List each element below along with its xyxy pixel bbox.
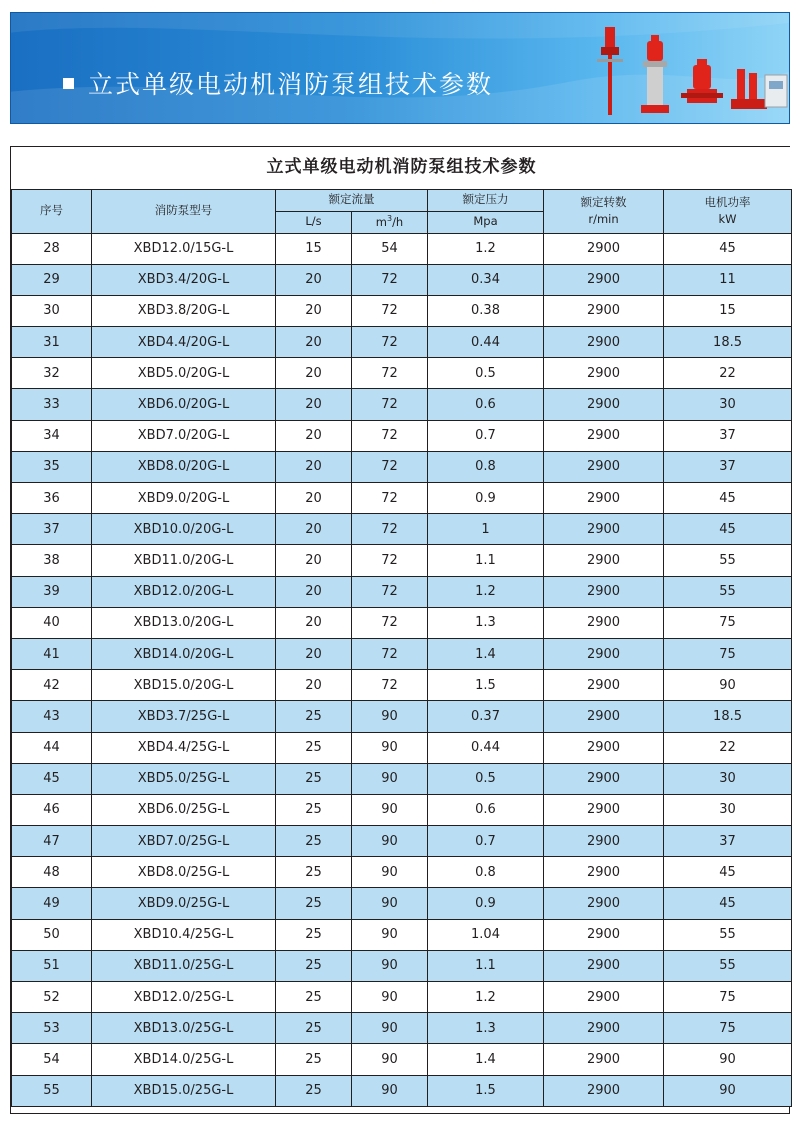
cell-pressure: 0.34 [428,264,544,295]
header-power [664,189,792,233]
cell-power: 30 [664,763,792,794]
cell-pressure: 0.7 [428,420,544,451]
cell-flow-m3h: 90 [352,794,428,825]
cell-flow-ls: 20 [276,670,352,701]
cell-speed: 2900 [544,1075,664,1106]
cell-power: 30 [664,389,792,420]
cell-power: 90 [664,1075,792,1106]
table-row [12,233,792,264]
cell-model: XBD13.0/25G-L [92,1013,276,1044]
cell-index: 30 [12,295,92,326]
cell-flow-ls: 20 [276,389,352,420]
cell-pressure: 1.4 [428,638,544,669]
cell-index: 31 [12,327,92,358]
cell-model: XBD7.0/25G-L [92,826,276,857]
pump-product-image [571,19,790,123]
cell-index: 37 [12,514,92,545]
header-model: 消防泵型号 [92,189,276,233]
cell-index: 39 [12,576,92,607]
table-row [12,763,792,794]
cell-speed: 2900 [544,420,664,451]
cell-index: 55 [12,1075,92,1106]
cell-speed: 2900 [544,576,664,607]
cell-index: 36 [12,483,92,514]
cell-speed: 2900 [544,607,664,638]
cell-flow-m3h: 72 [352,670,428,701]
cell-flow-ls: 25 [276,888,352,919]
table-row [12,638,792,669]
table-row [12,607,792,638]
cell-pressure: 1.1 [428,545,544,576]
cell-pressure: 0.5 [428,358,544,389]
cell-pressure: 0.5 [428,763,544,794]
table-row [12,514,792,545]
cell-index: 34 [12,420,92,451]
cell-power: 22 [664,358,792,389]
table-row [12,1044,792,1075]
cell-power: 37 [664,420,792,451]
cell-pressure: 0.37 [428,701,544,732]
cell-power: 45 [664,233,792,264]
cell-flow-ls: 20 [276,545,352,576]
cell-speed: 2900 [544,233,664,264]
cell-flow-m3h: 90 [352,919,428,950]
cell-flow-m3h: 72 [352,514,428,545]
cell-speed: 2900 [544,919,664,950]
cell-power: 75 [664,982,792,1013]
cell-index: 42 [12,670,92,701]
cell-flow-ls: 25 [276,794,352,825]
cell-model: XBD4.4/25G-L [92,732,276,763]
cell-power: 22 [664,732,792,763]
cell-speed: 2900 [544,295,664,326]
cell-speed: 2900 [544,1044,664,1075]
cell-index: 41 [12,638,92,669]
cell-model: XBD3.8/20G-L [92,295,276,326]
cell-model: XBD5.0/25G-L [92,763,276,794]
cell-flow-ls: 25 [276,732,352,763]
header-flow: 额定流量 [276,189,428,211]
table-row [12,950,792,981]
table-row [12,545,792,576]
header-index: 序号 [12,189,92,233]
table-row [12,358,792,389]
cell-flow-m3h: 90 [352,1013,428,1044]
cell-model: XBD13.0/20G-L [92,607,276,638]
cell-flow-m3h: 90 [352,732,428,763]
cell-flow-ls: 25 [276,982,352,1013]
inline-pump-icon [681,59,723,103]
cell-speed: 2900 [544,1013,664,1044]
cell-flow-m3h: 90 [352,763,428,794]
table-row [12,982,792,1013]
spec-table [11,147,792,1107]
cell-speed: 2900 [544,701,664,732]
cell-flow-m3h: 90 [352,826,428,857]
cell-flow-ls: 25 [276,1013,352,1044]
cell-power: 45 [664,514,792,545]
cell-flow-ls: 20 [276,295,352,326]
cell-index: 49 [12,888,92,919]
header-speed-unit: r/min [588,211,619,226]
cell-speed: 2900 [544,670,664,701]
cell-speed: 2900 [544,483,664,514]
cell-flow-m3h: 72 [352,576,428,607]
table-row [12,327,792,358]
cell-flow-ls: 20 [276,514,352,545]
cell-model: XBD3.7/25G-L [92,701,276,732]
cell-speed: 2900 [544,857,664,888]
cell-index: 54 [12,1044,92,1075]
spec-table-body [12,233,792,1106]
header-power-unit: kW [718,211,737,226]
cell-model: XBD4.4/20G-L [92,327,276,358]
cell-speed: 2900 [544,732,664,763]
cell-power: 75 [664,607,792,638]
cell-speed: 2900 [544,826,664,857]
cell-power: 90 [664,670,792,701]
cell-flow-ls: 20 [276,483,352,514]
cell-flow-m3h: 90 [352,857,428,888]
cell-flow-m3h: 90 [352,950,428,981]
cell-power: 75 [664,638,792,669]
cell-flow-ls: 20 [276,638,352,669]
cell-pressure: 1.5 [428,670,544,701]
banner-title [63,65,493,101]
cell-flow-ls: 25 [276,701,352,732]
spec-table-container [10,146,790,1114]
cell-speed: 2900 [544,514,664,545]
cell-model: XBD14.0/20G-L [92,638,276,669]
cell-speed: 2900 [544,389,664,420]
cell-index: 43 [12,701,92,732]
table-row [12,857,792,888]
header-speed-label: 额定转数 [580,195,627,209]
cell-pressure: 1.4 [428,1044,544,1075]
cell-pressure: 0.8 [428,857,544,888]
table-row [12,483,792,514]
cell-power: 55 [664,576,792,607]
vertical-pump-icon [597,27,623,115]
cell-power: 15 [664,295,792,326]
cell-flow-ls: 25 [276,1044,352,1075]
cell-power: 18.5 [664,327,792,358]
cell-pressure: 1.04 [428,919,544,950]
cell-pressure: 1.2 [428,233,544,264]
cell-flow-m3h: 72 [352,483,428,514]
table-row [12,701,792,732]
header-banner [10,12,790,124]
cell-flow-m3h: 72 [352,295,428,326]
cell-pressure: 0.38 [428,295,544,326]
cell-flow-m3h: 72 [352,638,428,669]
cell-index: 48 [12,857,92,888]
cell-flow-m3h: 72 [352,545,428,576]
cell-model: XBD11.0/25G-L [92,950,276,981]
cell-index: 52 [12,982,92,1013]
cell-pressure: 0.8 [428,451,544,482]
cell-speed: 2900 [544,982,664,1013]
cell-flow-m3h: 72 [352,327,428,358]
cell-pressure: 1.5 [428,1075,544,1106]
cell-model: XBD9.0/25G-L [92,888,276,919]
cell-power: 55 [664,545,792,576]
multistage-pump-icon [641,35,669,113]
cell-flow-m3h: 72 [352,451,428,482]
table-row [12,389,792,420]
table-row [12,919,792,950]
cell-pressure: 0.6 [428,389,544,420]
cell-model: XBD8.0/20G-L [92,451,276,482]
cell-flow-m3h: 72 [352,420,428,451]
table-row [12,794,792,825]
cell-speed: 2900 [544,638,664,669]
table-row [12,295,792,326]
cell-flow-ls: 20 [276,607,352,638]
cell-power: 45 [664,483,792,514]
cell-index: 40 [12,607,92,638]
table-row [12,576,792,607]
cell-pressure: 0.9 [428,483,544,514]
cell-flow-ls: 20 [276,576,352,607]
cell-model: XBD6.0/25G-L [92,794,276,825]
banner-title-text: 立式单级电动机消防泵组技术参数 [88,70,494,99]
cell-model: XBD6.0/20G-L [92,389,276,420]
cell-model: XBD5.0/20G-L [92,358,276,389]
cell-flow-m3h: 90 [352,701,428,732]
cell-pressure: 1.1 [428,950,544,981]
cell-power: 30 [664,794,792,825]
cell-flow-ls: 20 [276,327,352,358]
bullet-square-icon [63,78,74,89]
cell-flow-m3h: 72 [352,389,428,420]
header-pressure-unit: Mpa [428,211,544,233]
table-title: 立式单级电动机消防泵组技术参数 [12,147,792,189]
cell-flow-ls: 20 [276,451,352,482]
cell-flow-ls: 20 [276,358,352,389]
cell-speed: 2900 [544,763,664,794]
cell-pressure: 0.9 [428,888,544,919]
cell-model: XBD11.0/20G-L [92,545,276,576]
cell-pressure: 1.3 [428,1013,544,1044]
cell-flow-ls: 20 [276,264,352,295]
cell-index: 47 [12,826,92,857]
cell-speed: 2900 [544,888,664,919]
cell-flow-m3h: 90 [352,1075,428,1106]
cell-power: 11 [664,264,792,295]
table-row [12,670,792,701]
pump-set-icon [731,69,787,109]
cell-model: XBD10.4/25G-L [92,919,276,950]
cell-flow-ls: 25 [276,826,352,857]
cell-flow-m3h: 72 [352,607,428,638]
cell-index: 33 [12,389,92,420]
cell-model: XBD10.0/20G-L [92,514,276,545]
cell-model: XBD7.0/20G-L [92,420,276,451]
cell-flow-m3h: 72 [352,358,428,389]
cell-model: XBD12.0/25G-L [92,982,276,1013]
cell-speed: 2900 [544,264,664,295]
cell-flow-ls: 20 [276,420,352,451]
cell-flow-m3h: 72 [352,264,428,295]
table-row [12,264,792,295]
header-pressure: 额定压力 [428,189,544,211]
cell-model: XBD9.0/20G-L [92,483,276,514]
cell-power: 37 [664,826,792,857]
table-row [12,1013,792,1044]
cell-power: 55 [664,919,792,950]
cell-speed: 2900 [544,451,664,482]
cell-power: 90 [664,1044,792,1075]
cell-pressure: 1.3 [428,607,544,638]
cell-index: 45 [12,763,92,794]
cell-model: XBD15.0/20G-L [92,670,276,701]
cell-speed: 2900 [544,327,664,358]
table-row [12,451,792,482]
header-flow-ls: L/s [276,211,352,233]
cell-flow-ls: 25 [276,919,352,950]
cell-flow-ls: 25 [276,763,352,794]
cell-pressure: 1.2 [428,982,544,1013]
cell-power: 45 [664,857,792,888]
cell-speed: 2900 [544,358,664,389]
cell-power: 55 [664,950,792,981]
cell-model: XBD15.0/25G-L [92,1075,276,1106]
cell-power: 45 [664,888,792,919]
cell-index: 28 [12,233,92,264]
cell-flow-ls: 15 [276,233,352,264]
cell-index: 29 [12,264,92,295]
table-row [12,1075,792,1106]
cell-pressure: 0.44 [428,327,544,358]
table-row [12,732,792,763]
cell-flow-ls: 25 [276,950,352,981]
cell-flow-m3h: 90 [352,982,428,1013]
table-row [12,420,792,451]
cell-flow-m3h: 54 [352,233,428,264]
cell-model: XBD12.0/15G-L [92,233,276,264]
cell-model: XBD14.0/25G-L [92,1044,276,1075]
cell-speed: 2900 [544,950,664,981]
table-row [12,888,792,919]
cell-power: 37 [664,451,792,482]
cell-speed: 2900 [544,545,664,576]
cell-power: 75 [664,1013,792,1044]
cell-model: XBD8.0/25G-L [92,857,276,888]
header-power-label: 电机功率 [704,195,751,209]
cell-index: 46 [12,794,92,825]
cell-pressure: 1.2 [428,576,544,607]
cell-flow-m3h: 90 [352,888,428,919]
cell-index: 38 [12,545,92,576]
cell-index: 51 [12,950,92,981]
cell-pressure: 0.44 [428,732,544,763]
cell-index: 50 [12,919,92,950]
cell-flow-m3h: 90 [352,1044,428,1075]
cell-index: 44 [12,732,92,763]
cell-pressure: 1 [428,514,544,545]
cell-pressure: 0.7 [428,826,544,857]
cell-power: 18.5 [664,701,792,732]
cell-flow-ls: 25 [276,1075,352,1106]
cell-pressure: 0.6 [428,794,544,825]
cell-index: 32 [12,358,92,389]
cell-model: XBD3.4/20G-L [92,264,276,295]
cell-index: 53 [12,1013,92,1044]
cell-speed: 2900 [544,794,664,825]
header-flow-m3h: $m^3/h$ [352,211,428,233]
header-speed [544,189,664,233]
cell-flow-ls: 25 [276,857,352,888]
table-row [12,826,792,857]
cell-model: XBD12.0/20G-L [92,576,276,607]
cell-index: 35 [12,451,92,482]
